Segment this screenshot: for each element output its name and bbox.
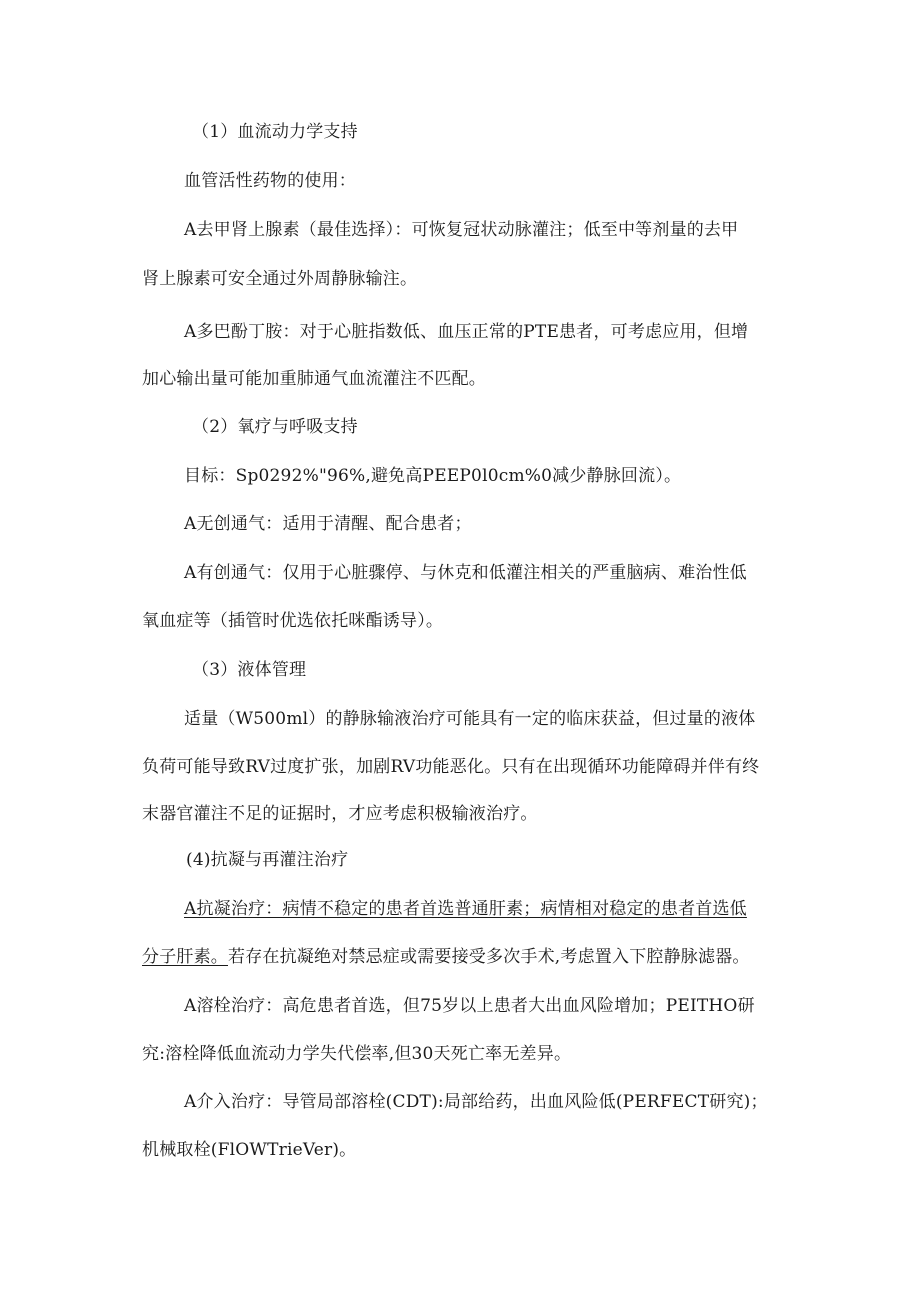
noninvasive-ventilation-line: A无创通气：适用于清醒、配合患者； (184, 514, 472, 534)
section-3-heading: （3）液体管理 (192, 660, 307, 680)
anticoagulation-underlined-text: 分子肝素。 (142, 947, 228, 967)
oxygen-goal-line: 目标：Sp0292%"96%,避免高PEEP0l0cm%0减少静脉回流）。 (184, 466, 682, 486)
intervention-line-1: A介入治疗：导管局部溶栓(CDT):局部给药，出血风险低(PERFECT研究)； (184, 1092, 768, 1112)
invasive-ventilation-line-1: A有创通气：仅用于心脏骤停、与休克和低灌注相关的严重脑病、难治性低 (184, 563, 747, 583)
fluid-management-line-2: 负荷可能导致RV过度扩张，加剧RV功能恶化。只有在出现循环功能障碍并伴有终 (142, 757, 760, 777)
section-1-heading: （1）血流动力学支持 (192, 122, 358, 142)
dobutamine-line-1: A多巴酚丁胺：对于心脏指数低、血压正常的PTE患者，可考虑应用，但增 (184, 322, 749, 342)
intervention-line-2: 机械取栓(FlOWTrieVer)。 (142, 1140, 357, 1160)
anticoagulation-filter-text: 若存在抗凝绝对禁忌症或需要接受多次手术,考虑置入下腔静脉滤器。 (228, 947, 750, 967)
thrombolysis-line-1: A溶栓治疗：高危患者首选，但75岁以上患者大出血风险增加；PEITHO研 (184, 996, 755, 1016)
section-4-heading: (4)抗凝与再灌注治疗 (186, 850, 349, 870)
section-1-intro: 血管活性药物的使用： (184, 171, 356, 191)
dobutamine-line-2: 加心输出量可能加重肺通气血流灌注不匹配。 (142, 369, 486, 389)
anticoagulation-line-1: A抗凝治疗：病情不稳定的患者首选普通肝素；病情相对稳定的患者首选低 (184, 899, 747, 919)
anticoagulation-line-2 (142, 946, 750, 968)
invasive-ventilation-line-2: 氧血症等（插管时优选依托咪酯诱导）。 (142, 611, 444, 631)
section-2-heading: （2）氧疗与呼吸支持 (192, 417, 358, 437)
thrombolysis-line-2: 究:溶栓降低血流动力学失代偿率,但30天死亡率无差异。 (142, 1044, 572, 1064)
fluid-management-line-3: 末器官灌注不足的证据时，才应考虑积极输液治疗。 (142, 804, 538, 824)
norepinephrine-line-2: 肾上腺素可安全通过外周静脉输注。 (142, 269, 418, 289)
norepinephrine-line-1: A去甲肾上腺素（最佳选择）：可恢复冠状动脉灌注；低至中等剂量的去甲 (184, 220, 739, 240)
fluid-management-line-1: 适量（W500ml）的静脉输液治疗可能具有一定的临床获益，但过量的液体 (184, 709, 756, 729)
